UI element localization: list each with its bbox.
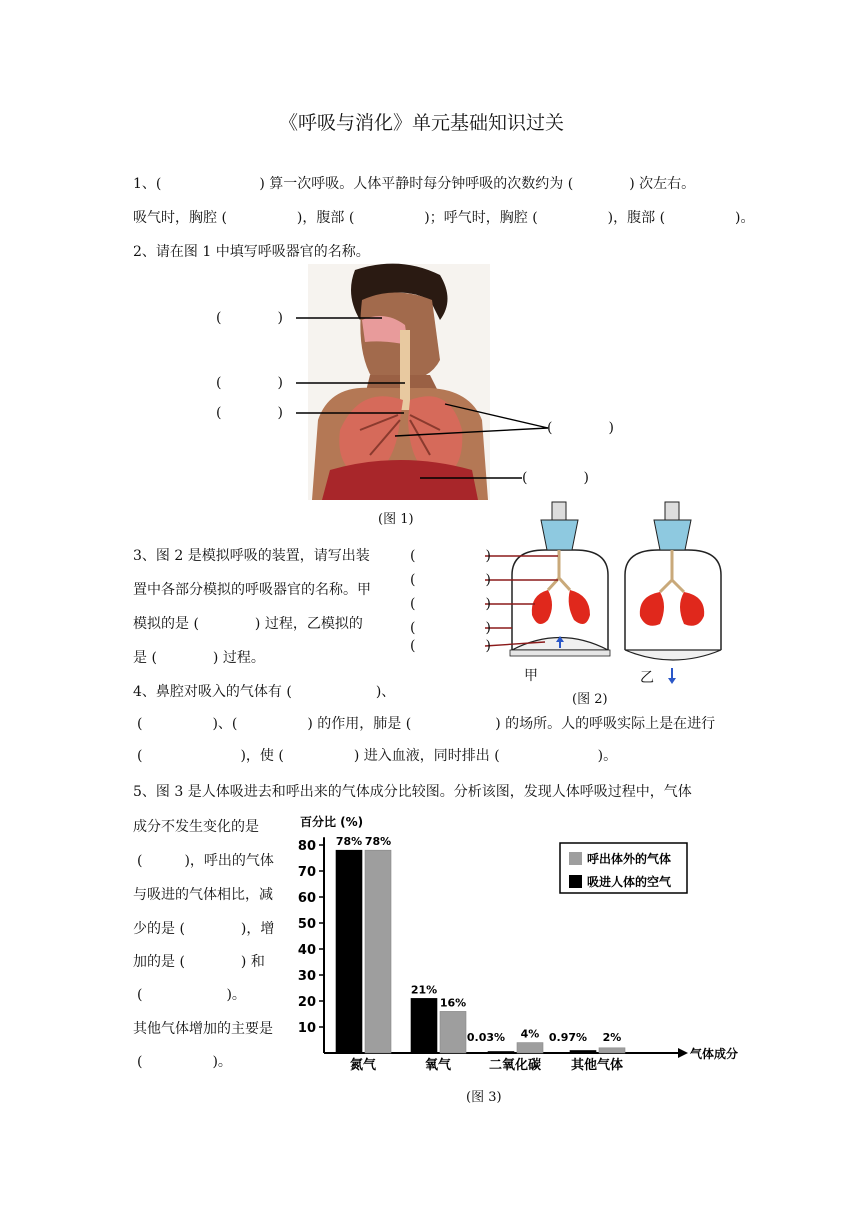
data-label: 4% — [520, 1027, 540, 1041]
bar-exhaled — [365, 850, 391, 1053]
question-5-side-line-7: 其他气体增加的主要是 — [133, 1021, 273, 1037]
question-3-line-4: 是 ( ) 过程。 — [133, 650, 265, 666]
bar-inhaled — [336, 850, 362, 1053]
question-5-side-line-8: ( )。 — [137, 1054, 232, 1070]
page-title: 《呼吸与消化》单元基础知识过关 — [279, 112, 565, 134]
figure-1-blank-trachea[interactable]: ( ) — [216, 405, 283, 421]
data-label: 78% — [335, 835, 363, 849]
question-5-line-1: 5、图 3 是人体吸进去和呼出来的气体成分比较图。分析该图，发现人体呼吸过程中，气体 — [133, 784, 692, 800]
data-label: 21% — [410, 983, 438, 997]
x-axis-label: 气体成分 — [690, 1047, 739, 1061]
question-5-side-line-1: 成分不发生变化的是 — [133, 819, 259, 835]
y-tick-label: 30 — [297, 969, 316, 984]
question-3-line-1: 3、图 2 是模拟呼吸的装置，请写出装 — [133, 548, 370, 564]
category-label: 氧气 — [424, 1058, 452, 1073]
data-label: 2% — [602, 1031, 622, 1044]
figure-2-blank-2[interactable]: ( ) — [410, 572, 491, 588]
bar-inhaled — [570, 1050, 596, 1053]
x-axis-arrow-icon — [678, 1048, 688, 1058]
figure-1-blank-nasal[interactable]: ( ) — [216, 310, 283, 326]
y-tick-label: 50 — [297, 917, 316, 932]
y-tick-label: 40 — [297, 943, 316, 958]
question-5-side-line-6: ( )。 — [137, 987, 246, 1003]
legend-label: 吸进人体的空气 — [587, 875, 672, 889]
figure-1-caption: (图 1) — [378, 512, 414, 527]
figure-2-label-jia: 甲 — [524, 668, 538, 684]
question-5-side-line-5: 加的是 ( ) 和 — [133, 954, 265, 970]
bar-exhaled — [440, 1011, 466, 1053]
figure-1-blank-diaphragm[interactable]: ( ) — [522, 470, 589, 486]
category-label: 其他气体 — [570, 1058, 624, 1073]
figure-2-blank-3[interactable]: ( ) — [410, 596, 491, 612]
bar-inhaled — [488, 1052, 514, 1054]
y-tick-label: 70 — [297, 865, 316, 880]
figure-1-blank-lungs[interactable]: ( ) — [547, 420, 614, 436]
y-tick-label: 20 — [297, 995, 316, 1010]
question-4-line-2: ( )、( ) 的作用，肺是 ( ) 的场所。人的呼吸实际上是在进行 — [137, 716, 716, 732]
question-4-line-3: ( )，使 ( ) 进入血液，同时排出 ( )。 — [137, 748, 618, 764]
figure-2-caption: (图 2) — [572, 692, 608, 707]
y-tick-label: 60 — [297, 891, 316, 906]
question-2-text: 2、请在图 1 中填写呼吸器官的名称。 — [133, 244, 370, 260]
question-5-side-line-4: 少的是 ( )，增 — [133, 921, 275, 937]
data-label: 16% — [439, 996, 467, 1010]
data-label: 0.03% — [466, 1031, 506, 1044]
legend-swatch — [569, 852, 582, 865]
y-axis-label: 百分比 (%) — [300, 815, 364, 829]
figure-2-blank-1[interactable]: ( ) — [410, 548, 491, 564]
figure-1-blank-trachea-upper[interactable]: ( ) — [216, 375, 283, 391]
question-3-line-2: 置中各部分模拟的呼吸器官的名称。甲 — [133, 582, 371, 598]
figure-2-blank-4[interactable]: ( ) — [410, 620, 491, 636]
figure-2-label-yi: 乙 — [640, 670, 654, 686]
category-label: 氮气 — [349, 1058, 377, 1073]
bar-inhaled — [411, 998, 437, 1053]
bar-exhaled — [599, 1048, 625, 1053]
question-5-side-line-3: 与吸进的气体相比，减 — [133, 887, 273, 903]
legend-swatch — [569, 875, 582, 888]
data-label: 0.97% — [548, 1031, 588, 1044]
figure-2-blank-5[interactable]: ( ) — [410, 638, 491, 654]
question-1-line-2: 吸气时，胸腔 ( )，腹部 ( )；呼气时，胸腔 ( )，腹部 ( )。 — [133, 210, 755, 226]
data-label: 78% — [364, 835, 392, 849]
question-3-line-3: 模拟的是 ( ) 过程，乙模拟的 — [133, 616, 363, 632]
category-label: 二氧化碳 — [488, 1058, 542, 1073]
question-4-line-1: 4、鼻腔对吸入的气体有 ( )、 — [133, 684, 396, 700]
figure-3-caption: (图 3) — [466, 1090, 502, 1105]
legend-label: 呼出体外的气体 — [587, 852, 672, 866]
question-1-line-1: 1、( ) 算一次呼吸。人体平静时每分钟呼吸的次数约为 ( ) 次左右。 — [133, 176, 696, 192]
bar-exhaled — [517, 1043, 543, 1053]
y-tick-label: 10 — [297, 1021, 316, 1036]
question-5-side-line-2: ( )，呼出的气体 — [137, 853, 274, 869]
y-tick-label: 80 — [297, 839, 316, 854]
